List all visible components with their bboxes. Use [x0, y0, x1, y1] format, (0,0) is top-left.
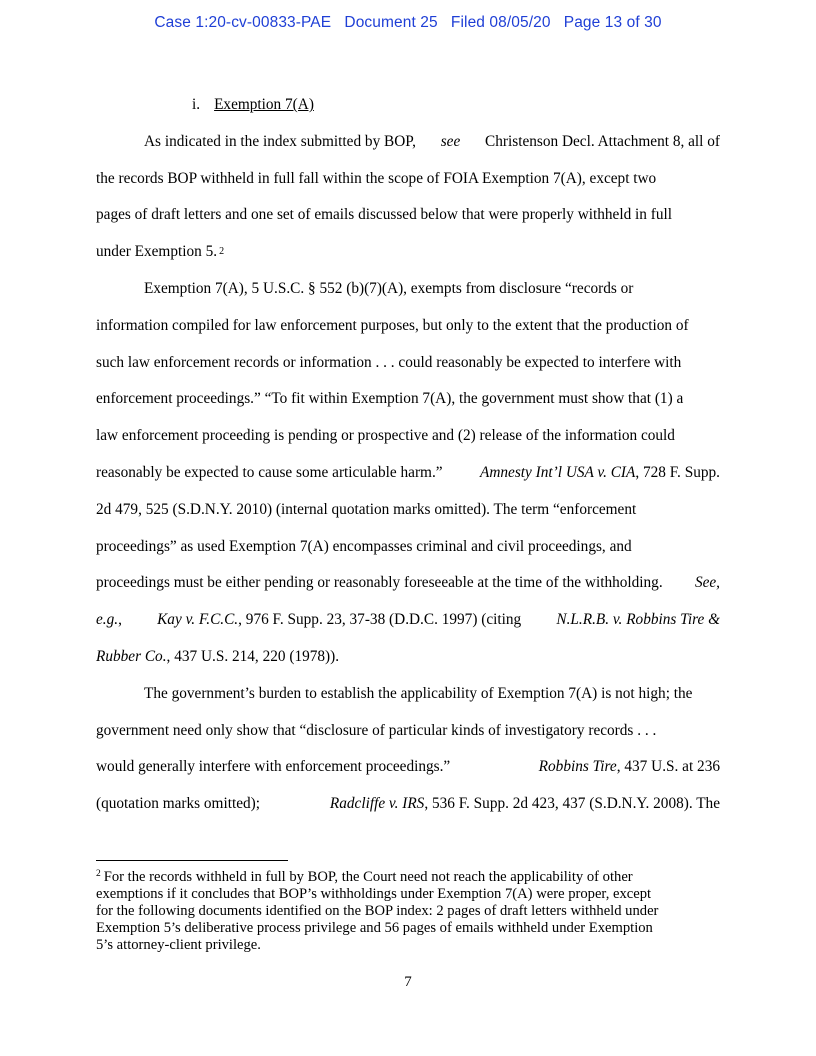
- text-line: enforcement proceedings.” “To fit within Exemption 7(A), the government must show that (1) a: [96, 390, 684, 408]
- text-line: law enforcement proceeding is pending or prospective and (2) release of the information could: [96, 427, 675, 445]
- text-line: proceedings must be either pending or reasonably foreseeable at the time of the withholding. See,: [96, 574, 720, 592]
- footnote-line: $^2$ For the records withheld in full by BOP, the Court need not reach the applicability of other: [96, 869, 633, 885]
- text-line: government need only show that “disclosure of particular kinds of investigatory records . . .: [96, 721, 657, 739]
- text-line: the records BOP withheld in full fall within the scope of FOIA Exemption 7(A), except two: [96, 169, 657, 187]
- footnote: [96, 866, 720, 954]
- section-number: i.: [192, 96, 201, 113]
- text-line: such law enforcement records or information . . . could reasonably be expected to interfere with: [96, 353, 682, 371]
- footnote-divider: [96, 860, 288, 861]
- text-line: e.g., Kay v. F.C.C., 976 F. Supp. 23, 37-38 (D.D.C. 1997) (citing N.L.R.B. v. Robbins Tire &: [96, 608, 720, 645]
- text-line: Exemption 7(A), 5 U.S.C. § 552 (b)(7)(A), exempts from disclosure “records or: [144, 279, 634, 297]
- paragraph-2: [96, 277, 720, 682]
- case-citation: Radcliffe v. IRS: [329, 795, 425, 813]
- paragraph-3: [96, 682, 720, 829]
- section-heading: [96, 93, 720, 130]
- case-citation: N.L.R.B. v. Robbins Tire &: [556, 611, 720, 629]
- footnote-line: exemptions if it concludes that BOP’s withholdings under Exemption 7(A) were proper, except: [96, 886, 652, 902]
- paragraph-1: [96, 130, 720, 277]
- text-line: under Exemption 5. 2: [96, 240, 720, 277]
- footnote-ref: 2: [219, 246, 225, 258]
- text-line: pages of draft letters and one set of emails discussed below that were properly withheld in full: [96, 206, 673, 224]
- text-line: reasonably be expected to cause some articulable harm.” Amnesty Int’l USA v. CIA, 728 F. Supp.: [96, 463, 720, 481]
- footnote-line: 5’s attorney-client privilege.: [96, 937, 261, 953]
- text-line: 2d 479, 525 (S.D.N.Y. 2010) (internal quotation marks omitted). The term “enforcement: [96, 500, 637, 518]
- text-line: Rubber Co. , 437 U.S. 214, 220 (1978)).: [96, 645, 720, 682]
- case-citation: Amnesty Int’l USA v. CIA: [480, 463, 636, 481]
- case-citation: Kay v. F.C.C.: [157, 611, 239, 629]
- text-line: As indicated in the index submitted by BOP, see Christenson Decl. Attachment 8, all of: [144, 132, 720, 150]
- text-line: proceedings” as used Exemption 7(A) encompasses criminal and civil proceedings, and: [96, 537, 632, 555]
- text-line: information compiled for law enforcement purposes, but only to the extent that the production of: [96, 316, 689, 334]
- section-title: Exemption 7(A): [214, 96, 314, 113]
- text-line: The government’s burden to establish the applicability of Exemption 7(A) is not high; the: [144, 684, 693, 702]
- footnote-line: for the following documents identified on the BOP index: 2 pages of draft letters withheld under: [96, 903, 659, 919]
- case-citation: Rubber Co.: [96, 647, 167, 665]
- footnote-number: 2: [96, 869, 101, 879]
- text-line: (quotation marks omitted); Radcliffe v. IRS, 536 F. Supp. 2d 423, 437 (S.D.N.Y. 2008). The: [96, 795, 720, 813]
- case-header: Case 1:20-cv-00833-PAE Document 25 Filed 08/05/20 Page 13 of 30: [154, 14, 662, 31]
- page-number: 7: [404, 974, 412, 990]
- case-citation: Robbins Tire: [538, 758, 617, 776]
- text-line: would generally interfere with enforcement proceedings.” Robbins Tire, 437 U.S. at 236: [96, 758, 720, 776]
- footnote-line: Exemption 5’s deliberative process privilege and 56 pages of emails withheld under Exemption: [96, 920, 653, 936]
- document-body: [96, 93, 720, 829]
